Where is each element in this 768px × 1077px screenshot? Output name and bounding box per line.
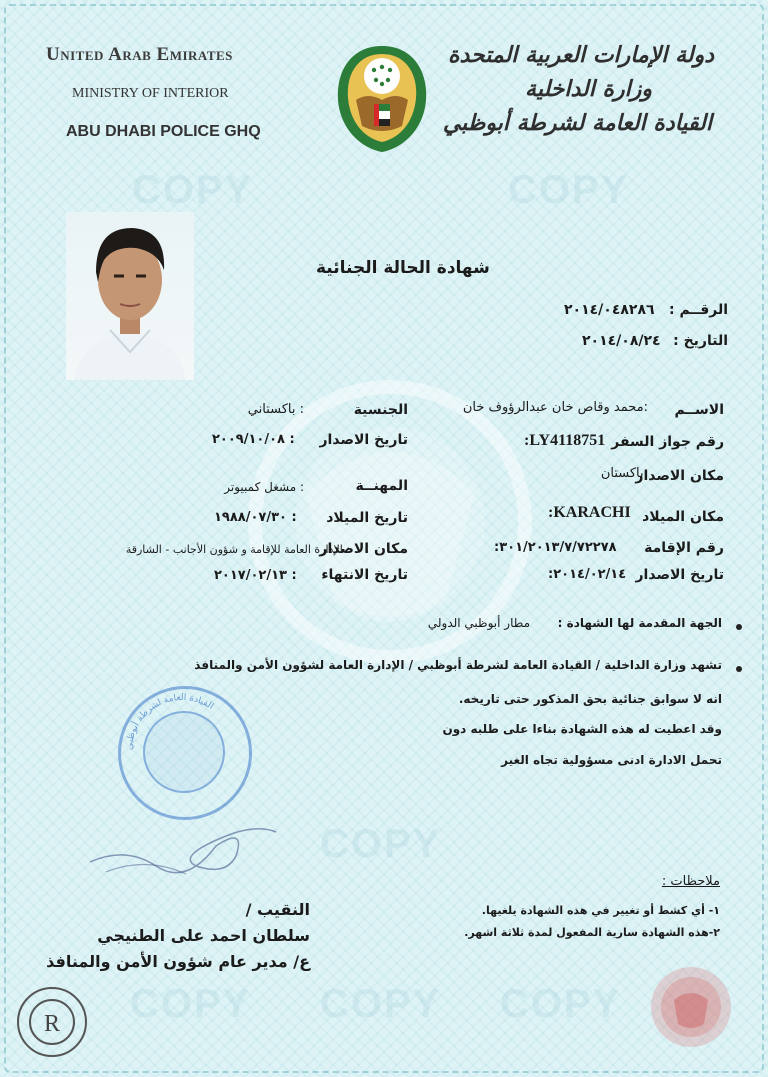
official-stamp	[118, 686, 252, 820]
expiry-date-value: : ٢٠١٧/٠٢/١٣	[214, 568, 297, 583]
passport-issue-date-value: : ٢٠٠٩/١٠/٠٨	[212, 432, 295, 447]
watermark-copy: COPY	[500, 982, 622, 1026]
note-1: ١- أي كشط أو تغيير في هذه الشهادة يلغيها.	[481, 904, 720, 917]
name-label: الاســم	[674, 402, 724, 418]
header-country-en: United Arab Emirates	[46, 44, 233, 65]
certificate-date-value: ٢٠١٤/٠٨/٢٤	[582, 333, 661, 349]
residence-number-label: رقم الإقامة	[644, 540, 724, 556]
residence-number-value: :٣٠١/٢٠١٣/٧/٧٢٢٧٨	[494, 540, 617, 555]
watermark-copy: COPY	[508, 168, 630, 212]
birth-date-label: تاريخ الميلاد	[326, 510, 408, 526]
residence-issue-date-label: تاريخ الاصدار	[635, 567, 724, 583]
passport-value: :LY4118751	[524, 432, 606, 449]
certificate-date-label: التاريخ :	[673, 333, 728, 349]
name-value: :محمد وقاص خان عبدالرؤوف خان	[462, 400, 648, 415]
signatory-name: سلطان احمد على الطنيجي	[97, 926, 310, 945]
expiry-date-label: تاريخ الانتهاء	[321, 567, 408, 583]
watermark-copy: COPY	[320, 822, 442, 866]
signature-image	[86, 806, 286, 886]
header-hq-ar: القيادة العامة لشرطة أبوظبي	[442, 110, 712, 136]
birth-date-value: : ١٩٨٨/٠٧/٣٠	[214, 510, 297, 525]
watermark-copy: COPY	[130, 982, 252, 1026]
uae-police-emblem-icon	[330, 40, 434, 156]
header-ministry-ar: وزارة الداخلية	[525, 76, 652, 102]
red-emblem-seal-icon	[648, 964, 734, 1050]
authority-value: مطار أبوظبي الدولي	[427, 616, 530, 630]
stamp-inner-ring	[143, 711, 225, 793]
signatory-rank: النقيب /	[245, 900, 310, 919]
certificate-number-value: ٢٠١٤/٠٤٨٢٨٦	[564, 302, 655, 318]
watermark-copy: COPY	[132, 168, 254, 212]
statement-line-4: تحمل الادارة ادنى مسؤولية تجاه الغير	[501, 753, 722, 767]
background-emblem	[245, 372, 535, 682]
bullet-marker	[736, 624, 742, 630]
authority-label: الجهة المقدمة لها الشهادة :	[557, 616, 722, 630]
header-hq-en: ABU DHABI POLICE GHQ	[66, 123, 261, 140]
stamp-text: القيادة العامة لشرطة أبوظبي	[124, 692, 216, 751]
header-country-ar: دولة الإمارات العربية المتحدة	[447, 42, 714, 68]
signatory-title: ع/ مدير عام شؤون الأمن والمنافذ	[46, 952, 310, 971]
profession-label: المهنــة	[355, 478, 408, 494]
profession-value: : مشغل كمبيوتر	[224, 480, 304, 494]
residence-issue-place-value: : الإدارة العامة للإقامة و شؤون الأجانب - الشارقة	[125, 543, 350, 556]
birth-place-value: :KARACHI	[548, 504, 631, 521]
note-2: ٢-هذه الشهادة سارية المفعول لمدة ثلاثة اشهر.	[464, 926, 720, 939]
applicant-photo	[66, 212, 194, 380]
passport-label: رقم جواز السفر	[611, 434, 724, 450]
watermark-copy: COPY	[320, 982, 442, 1026]
nationality-value: : باكستاني	[247, 402, 304, 417]
statement-line-3: وقد اعطيت له هذه الشهادة بناءا على طلبه دون	[442, 722, 722, 736]
residence-issue-place-label: مكان الاصدار	[319, 541, 408, 557]
bullet-marker	[736, 666, 742, 672]
header-ministry-en: MINISTRY OF INTERIOR	[72, 86, 229, 101]
nationality-label: الجنسية	[353, 402, 408, 418]
statement-line-2: انه لا سوابق جنائية بحق المذكور حتى تاريخه.	[458, 692, 722, 706]
notes-title: ملاحظات :	[661, 874, 720, 889]
issue-place-value: :باكستان	[600, 466, 648, 481]
certificate-number-label: الرقــم :	[669, 302, 728, 318]
birth-place-label: مكان الميلاد	[642, 509, 724, 525]
residence-issue-date-value: :٢٠١٤/٠٢/١٤	[548, 567, 627, 582]
statement-line-1: تشهد وزارة الداخلية / القيادة العامة لشرطة أبوظبي / الإدارة العامة لشؤون الأمن والمنافذ	[194, 658, 722, 672]
certificate-title: شهادة الحالة الجنائية	[316, 258, 490, 278]
svg-text:R: R	[43, 1011, 61, 1037]
quality-seal-icon	[14, 984, 90, 1060]
issue-place-label: مكان الاصدار	[635, 468, 724, 484]
passport-issue-date-label: تاريخ الاصدار	[319, 432, 408, 448]
